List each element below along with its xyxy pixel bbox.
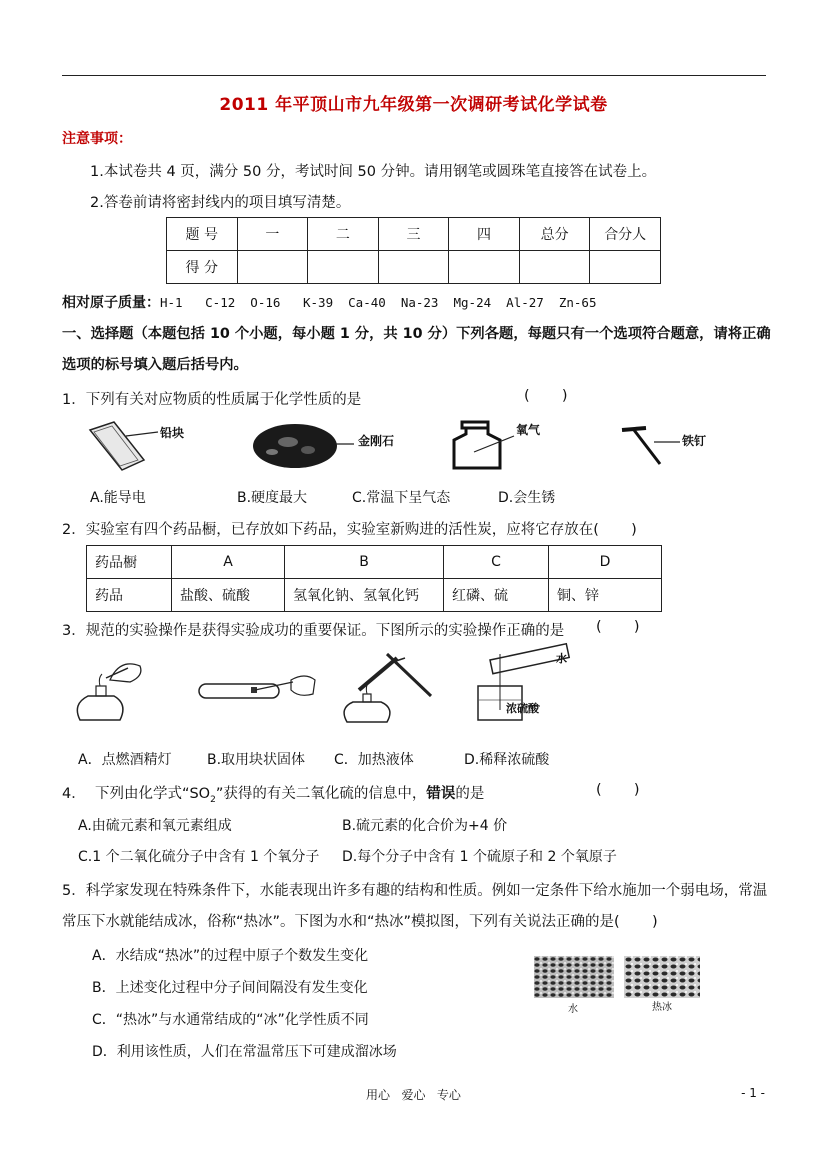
q3-option-c[interactable]: C．加热液体 bbox=[334, 752, 414, 768]
q4-option-b[interactable]: B.硫元素的化合价为+4 价 bbox=[342, 818, 508, 834]
score-input-3[interactable] bbox=[378, 251, 449, 284]
q4-option-c[interactable]: C.1 个二氧化硫分子中含有 1 个氧分子 bbox=[78, 849, 320, 865]
score-input-2[interactable] bbox=[308, 251, 379, 284]
q2-table-cell: 药品 bbox=[87, 579, 172, 612]
q2-stem: 2．实验室有四个药品橱，已存放如下药品，实验室新购进的活性炭，应将它存放在( ) bbox=[62, 522, 637, 538]
q3-option-b[interactable]: B.取用块状固体 bbox=[207, 752, 306, 768]
q2-table-cell: 红磷、硫 bbox=[444, 579, 549, 612]
q1-label-nail: 铁钉 bbox=[682, 434, 707, 448]
score-input-total[interactable] bbox=[519, 251, 590, 284]
q5-option-b[interactable]: B．上述变化过程中分子间间隔没有发生变化 bbox=[92, 980, 368, 996]
q3-stem: 3．规范的实验操作是获得实验成功的重要保证。下图所示的实验操作正确的是 bbox=[62, 623, 565, 639]
q5-option-d[interactable]: D．利用该性质，人们在常温常压下可建成溜冰场 bbox=[92, 1044, 397, 1060]
iron-nail-figure bbox=[618, 420, 688, 470]
q1-label-diamond: 金刚石 bbox=[358, 434, 395, 448]
q1-option-c[interactable]: C.常温下呈气态 bbox=[352, 490, 451, 506]
q5-option-c[interactable]: C．“热冰”与水通常结成的“冰”化学性质不同 bbox=[92, 1012, 369, 1028]
q3-label-water: 水 bbox=[556, 652, 567, 665]
q2-table-cell: A bbox=[172, 546, 285, 579]
page-footer: 用心 爱心 专心 bbox=[366, 1088, 461, 1102]
score-table-cell: 二 bbox=[308, 218, 379, 251]
q3-answer-paren[interactable]: ( ) bbox=[596, 619, 640, 635]
q5-stem-line2: 常压下水就能结成冰，俗称“热冰”。下图为水和“热冰”模拟图，下列有关说法正确的是( ) bbox=[62, 914, 658, 930]
atomic-masses-line bbox=[62, 292, 597, 312]
score-table-cell: 三 bbox=[378, 218, 449, 251]
score-input-1[interactable] bbox=[237, 251, 308, 284]
atomic-masses-label: 相对原子质量： bbox=[62, 295, 160, 311]
score-table-cell: 总分 bbox=[519, 218, 590, 251]
q2-table-cell: 盐酸、硫酸 bbox=[172, 579, 285, 612]
alcohol-lamp-figure bbox=[70, 652, 150, 724]
section1-heading-line2: 选项的标号填入题后括号内。 bbox=[62, 357, 248, 373]
q2-table-cell: 铜、锌 bbox=[549, 579, 662, 612]
q4-option-d[interactable]: D.每个分子中含有 1 个硫原子和 2 个氧原子 bbox=[342, 849, 617, 865]
q2-cabinet-table bbox=[86, 545, 662, 612]
q3-label-acid: 浓硫酸 bbox=[506, 702, 539, 715]
q2-table-cell: 氢氧化钠、氢氧化钙 bbox=[285, 579, 444, 612]
heating-liquid-figure bbox=[335, 652, 440, 724]
test-tube-solid-figure bbox=[195, 670, 320, 710]
score-table-cell: 四 bbox=[449, 218, 520, 251]
q5-option-a[interactable]: A．水结成“热冰”的过程中原子个数发生变化 bbox=[92, 948, 369, 964]
score-table-cell: 一 bbox=[237, 218, 308, 251]
q3-option-a[interactable]: A．点燃酒精灯 bbox=[78, 752, 172, 768]
q2-table-cell: 药品橱 bbox=[87, 546, 172, 579]
q5-label-hot-ice: 热冰 bbox=[652, 1002, 672, 1013]
q4-answer-paren[interactable]: ( ) bbox=[596, 782, 640, 798]
water-model-figure bbox=[534, 956, 614, 998]
notice-heading: 注意事项： bbox=[62, 131, 132, 147]
q4-option-a[interactable]: A.由硫元素和氧元素组成 bbox=[78, 818, 232, 834]
q4-stem-prefix: 4． 下列由化学式“SO bbox=[62, 786, 211, 802]
score-table-cell: 合分人 bbox=[590, 218, 661, 251]
q4-stem-emphasis: 错误 bbox=[426, 786, 456, 802]
page-number: - 1 - bbox=[741, 1086, 765, 1100]
score-input-checker[interactable] bbox=[590, 251, 661, 284]
score-table bbox=[166, 217, 661, 284]
note-1: 1.本试卷共 4 页，满分 50 分，考试时间 50 分钟。请用钢笔或圆珠笔直接答在试卷上。 bbox=[90, 164, 657, 180]
q1-option-d[interactable]: D.会生锈 bbox=[498, 490, 556, 506]
q2-table-cell: B bbox=[285, 546, 444, 579]
q1-label-oxygen: 氧气 bbox=[516, 423, 541, 437]
q2-table-cell: D bbox=[549, 546, 662, 579]
section1-heading-line1: 一、选择题（本题包括 10 个小题，每小题 1 分，共 10 分）下列各题，每题只有一个选项符合题意，请将正确 bbox=[62, 326, 771, 342]
q4-stem-subscript: 2 bbox=[210, 794, 216, 805]
note-2: 2.答卷前请将密封线内的项目填写清楚。 bbox=[90, 195, 351, 211]
score-table-cell: 得 分 bbox=[167, 251, 238, 284]
q4-stem-middle: ”获得的有关二氧化硫的信息中， bbox=[215, 786, 427, 802]
score-input-4[interactable] bbox=[449, 251, 520, 284]
atomic-masses-values: H-1 C-12 O-16 K-39 Ca-40 Na-23 Mg-24 Al-27 Zn-65 bbox=[160, 295, 597, 310]
score-table-cell: 题 号 bbox=[167, 218, 238, 251]
q2-table-cell: C bbox=[444, 546, 549, 579]
q4-stem-suffix: 的是 bbox=[455, 786, 485, 802]
top-rule bbox=[62, 75, 766, 76]
diamond-figure bbox=[250, 420, 360, 475]
q1-label-lead: 铅块 bbox=[160, 426, 185, 440]
q1-answer-paren[interactable]: ( ) bbox=[524, 388, 568, 404]
hot-ice-model-figure bbox=[624, 956, 700, 998]
q4-stem bbox=[62, 782, 484, 805]
q3-option-d[interactable]: D.稀释浓硫酸 bbox=[464, 752, 550, 768]
q5-stem-line1: 5．科学家发现在特殊条件下，水能表现出许多有趣的结构和性质。例如一定条件下给水施加一个弱电场，常温 bbox=[62, 883, 768, 899]
q1-option-a[interactable]: A.能导电 bbox=[90, 490, 146, 506]
page-title: 2011 年平顶山市九年级第一次调研考试化学试卷 bbox=[219, 95, 608, 115]
q5-label-water: 水 bbox=[568, 1004, 578, 1015]
q1-stem: 1．下列有关对应物质的性质属于化学性质的是 bbox=[62, 392, 362, 408]
q1-option-b[interactable]: B.硬度最大 bbox=[237, 490, 308, 506]
